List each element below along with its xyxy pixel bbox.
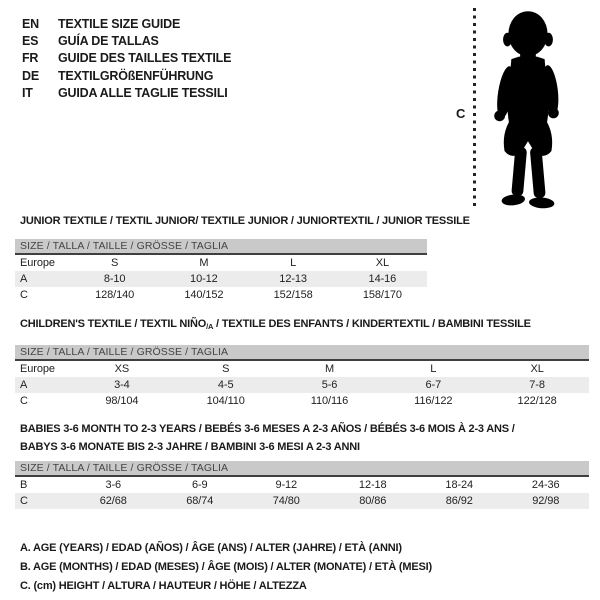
legend-notes xyxy=(20,539,432,597)
size-cell: 62/68 xyxy=(99,495,127,507)
size-cell: 104/110 xyxy=(206,395,245,407)
table-row xyxy=(15,377,589,393)
size-cell: 86/92 xyxy=(445,495,473,507)
children-title-post: / TEXTILE DES ENFANTS / KINDERTEXTIL / BAMBINI TESSILE xyxy=(213,318,531,330)
size-cell: 7-8 xyxy=(529,379,545,391)
babies-title-line2: BABYS 3-6 MONATE BIS 2-3 JAHRE / BAMBINI 3-6 MESI A 2-3 ANNI xyxy=(20,441,360,454)
row-label: C xyxy=(20,395,28,407)
language-label: TEXTILE SIZE GUIDE xyxy=(58,16,181,31)
table-row xyxy=(15,255,427,271)
height-measure-line-icon xyxy=(472,8,477,210)
size-header-bar xyxy=(15,345,589,361)
children-section-title xyxy=(20,318,531,331)
children-title-pre: CHILDREN'S TEXTILE / TEXTIL NIÑO xyxy=(20,318,207,330)
size-cell: 158/170 xyxy=(362,289,402,301)
size-cell: M xyxy=(199,257,209,269)
language-code: IT xyxy=(22,86,33,101)
size-cell: 122/128 xyxy=(517,395,557,407)
table-row xyxy=(15,493,589,509)
junior-section-title: JUNIOR TEXTILE / TEXTIL JUNIOR/ TEXTILE JUNIOR / JUNIORTEXTIL / JUNIOR TESSILE xyxy=(20,215,470,227)
table-row xyxy=(15,477,589,493)
size-cell: S xyxy=(222,363,230,375)
size-cell: 74/80 xyxy=(272,495,300,507)
language-label: GUIDE DES TAILLES TEXTILE xyxy=(58,51,232,66)
size-header-label: SIZE / TALLA / TAILLE / GRÖSSE / TAGLIA xyxy=(20,240,229,252)
size-cell: 110/116 xyxy=(310,395,349,407)
table-row xyxy=(15,393,589,409)
language-row-de xyxy=(22,67,231,84)
size-header-label: SIZE / TALLA / TAILLE / GRÖSSE / TAGLIA xyxy=(20,346,229,358)
size-cell: 5-6 xyxy=(321,379,338,391)
size-cell: 152/158 xyxy=(273,289,313,301)
row-label: C xyxy=(20,289,28,301)
language-code: DE xyxy=(22,68,39,83)
size-cell: S xyxy=(111,257,119,269)
junior-size-table xyxy=(15,239,427,303)
size-cell: 10-12 xyxy=(190,273,218,285)
language-guide xyxy=(22,15,231,102)
size-cell: 140/152 xyxy=(184,289,224,301)
size-cell: 14-16 xyxy=(368,273,397,285)
size-cell: 3-6 xyxy=(105,479,122,491)
size-header-label: SIZE / TALLA / TAILLE / GRÖSSE / TAGLIA xyxy=(20,462,229,474)
row-label: A xyxy=(20,379,28,391)
language-code: FR xyxy=(22,51,39,66)
size-cell: 18-24 xyxy=(445,479,474,491)
size-cell: 3-4 xyxy=(114,379,130,391)
size-cell: 128/140 xyxy=(95,289,135,301)
row-label: B xyxy=(20,479,28,491)
language-label: TEXTILGRÖßENFÜHRUNG xyxy=(58,68,214,83)
size-cell: 12-13 xyxy=(279,273,307,285)
language-row-es xyxy=(22,32,231,49)
measure-label-c: C xyxy=(456,106,466,121)
language-row-fr xyxy=(22,50,231,67)
children-title-subscript: /A xyxy=(206,322,214,331)
legend-note-a: A. AGE (YEARS) / EDAD (AÑOS) / ÂGE (ANS) / ALTER (JAHRE) / ETÀ (ANNI) xyxy=(20,542,402,554)
legend-note-b: B. AGE (MONTHS) / EDAD (MESES) / ÂGE (MOIS) / ALTER (MONATE) / ETÀ (MESI) xyxy=(20,561,432,574)
size-cell: 68/74 xyxy=(186,495,214,507)
size-header-bar xyxy=(15,461,589,477)
language-row-en xyxy=(22,15,231,32)
size-cell: 9-12 xyxy=(275,479,298,491)
size-cell: 6-7 xyxy=(425,379,442,391)
size-cell: XS xyxy=(114,363,130,375)
row-label: A xyxy=(20,273,28,285)
language-code: ES xyxy=(22,34,39,49)
language-label: GUIDA ALLE TAGLIE TESSILI xyxy=(58,86,228,101)
table-row xyxy=(15,287,427,303)
row-label: Europe xyxy=(20,363,55,375)
language-code: EN xyxy=(22,16,39,31)
size-cell: 24-36 xyxy=(531,479,560,491)
babies-title-line1: BABIES 3-6 MONTH TO 2-3 YEARS / BEBÉS 3-6 MESES A 2-3 AÑOS / BÉBÉS 3-6 MOIS À 2-3 ANS / xyxy=(20,423,515,435)
size-cell: M xyxy=(324,363,335,375)
size-cell: 80/86 xyxy=(359,495,387,507)
size-cell: 98/104 xyxy=(105,395,139,407)
size-cell: 116/122 xyxy=(414,395,453,407)
baby-silhouette-icon xyxy=(483,8,571,210)
size-cell: 12-18 xyxy=(358,479,387,491)
size-cell: 92/98 xyxy=(532,495,560,507)
row-label: Europe xyxy=(20,257,55,269)
size-cell: 8-10 xyxy=(103,273,126,285)
legend-note-c: C. (cm) HEIGHT / ALTURA / HAUTEUR / HÖHE / ALTEZZA xyxy=(20,580,307,593)
size-cell: 4-5 xyxy=(217,379,234,391)
size-cell: XL xyxy=(375,257,389,269)
size-header-bar xyxy=(15,239,427,255)
language-row-it xyxy=(22,85,231,102)
babies-section-title xyxy=(20,420,515,457)
row-label: C xyxy=(20,495,28,507)
language-label: GUÍA DE TALLAS xyxy=(58,34,159,49)
size-cell: 6-9 xyxy=(191,479,208,491)
table-row xyxy=(15,361,589,377)
size-cell: L xyxy=(430,363,437,375)
size-cell: XL xyxy=(530,363,544,375)
children-size-table xyxy=(15,345,589,409)
size-cell: L xyxy=(290,257,297,269)
babies-size-table xyxy=(15,461,589,509)
table-row xyxy=(15,271,427,287)
